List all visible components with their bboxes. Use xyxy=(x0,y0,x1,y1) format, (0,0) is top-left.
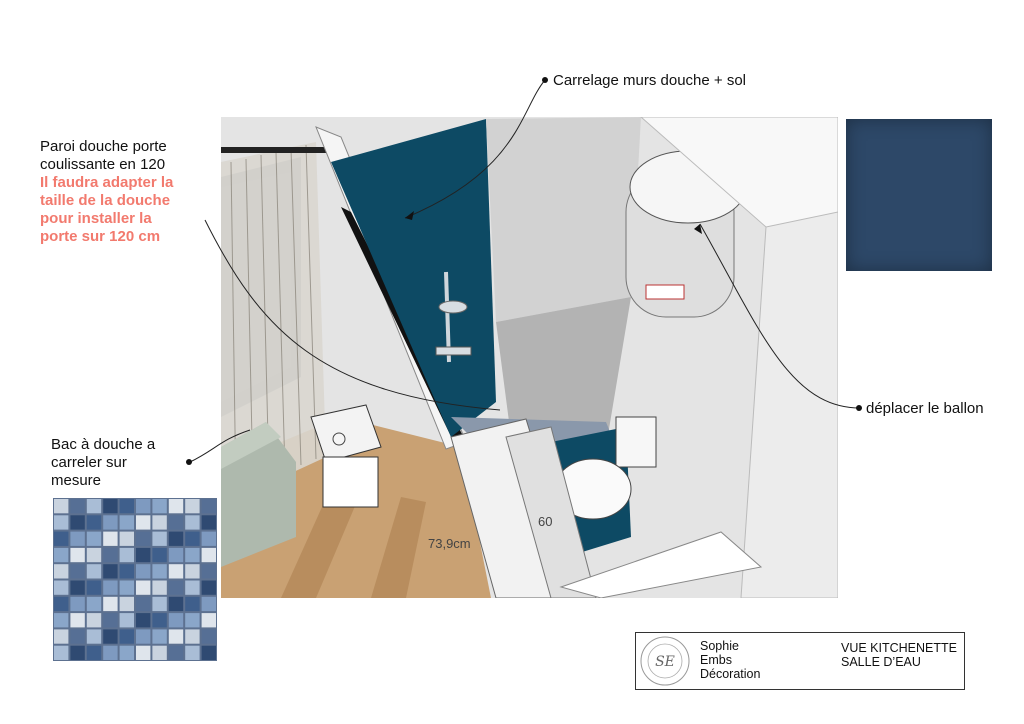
mosaic-cell xyxy=(103,597,117,611)
paroi-line: coulissante en 120 xyxy=(40,156,166,173)
mosaic-cell xyxy=(103,564,117,578)
mosaic-cell xyxy=(202,548,216,562)
mosaic-cell xyxy=(103,646,117,660)
mosaic-cell xyxy=(87,581,101,595)
mosaic-cell xyxy=(70,629,84,643)
mosaic-cell xyxy=(87,532,101,546)
paroi-line: Paroi douche porte xyxy=(40,138,167,155)
view-line: SALLE D’EAU xyxy=(841,655,921,669)
mosaic-cell xyxy=(70,548,84,562)
mosaic-cell xyxy=(87,564,101,578)
room-3d-render xyxy=(221,117,838,598)
mosaic-cell xyxy=(202,515,216,529)
mosaic-cell xyxy=(202,613,216,627)
mosaic-cell xyxy=(136,613,150,627)
paroi-warning-line: Il faudra adapter la xyxy=(40,174,174,191)
annotation-paroi xyxy=(40,138,220,246)
mosaic-cell xyxy=(202,499,216,513)
mosaic-cell xyxy=(54,548,68,562)
mosaic-cell xyxy=(120,548,134,562)
mosaic-cell xyxy=(169,564,183,578)
mosaic-cell xyxy=(202,629,216,643)
mosaic-cell xyxy=(169,499,183,513)
mosaic-cell xyxy=(185,515,199,529)
blue-tile-swatch-icon xyxy=(846,119,992,271)
mosaic-swatch-icon xyxy=(53,498,217,661)
mosaic-cell xyxy=(169,646,183,660)
mosaic-cell xyxy=(120,629,134,643)
designer-line: Embs xyxy=(700,653,732,667)
designer-name xyxy=(700,639,760,681)
mosaic-cell xyxy=(152,532,166,546)
mosaic-cell xyxy=(120,646,134,660)
mosaic-cell xyxy=(185,597,199,611)
dimension-label-1: 73,9cm xyxy=(428,536,471,551)
mosaic-cell xyxy=(169,597,183,611)
annotation-ballon: déplacer le ballon xyxy=(866,400,984,417)
mosaic-cell xyxy=(202,597,216,611)
mosaic-cell xyxy=(70,597,84,611)
mosaic-cell xyxy=(185,629,199,643)
designer-line: Décoration xyxy=(700,667,761,681)
mosaic-cell xyxy=(136,499,150,513)
mosaic-cell xyxy=(103,629,117,643)
mosaic-cell xyxy=(152,548,166,562)
mosaic-cell xyxy=(185,581,199,595)
mosaic-cell xyxy=(120,515,134,529)
mosaic-cell xyxy=(185,646,199,660)
mosaic-cell xyxy=(120,613,134,627)
paroi-warning-line: taille de la douche xyxy=(40,192,171,209)
mosaic-cell xyxy=(70,515,84,529)
dimension-label-2: 60 xyxy=(538,514,553,529)
mosaic-cell xyxy=(87,629,101,643)
mosaic-cell xyxy=(169,629,183,643)
mosaic-cell xyxy=(120,581,134,595)
paroi-warning-line: pour installer la xyxy=(40,210,152,227)
mosaic-cell xyxy=(136,564,150,578)
mosaic-cell xyxy=(54,646,68,660)
bac-line: Bac à douche a xyxy=(51,436,156,453)
mosaic-cell xyxy=(185,499,199,513)
mosaic-cell xyxy=(169,613,183,627)
mosaic-cell xyxy=(70,499,84,513)
mosaic-cell xyxy=(54,581,68,595)
mosaic-cell xyxy=(152,613,166,627)
mosaic-cell xyxy=(54,613,68,627)
mosaic-cell xyxy=(169,515,183,529)
mosaic-cell xyxy=(54,515,68,529)
mosaic-cell xyxy=(185,532,199,546)
mosaic-cell xyxy=(152,499,166,513)
mosaic-cell xyxy=(120,532,134,546)
annotation-bac xyxy=(51,436,191,490)
mosaic-cell xyxy=(136,515,150,529)
mosaic-cell xyxy=(202,581,216,595)
mosaic-cell xyxy=(54,597,68,611)
mosaic-cell xyxy=(136,532,150,546)
mosaic-cell xyxy=(152,646,166,660)
mosaic-cell xyxy=(103,581,117,595)
mosaic-cell xyxy=(120,597,134,611)
mosaic-cell xyxy=(103,532,117,546)
mosaic-cell xyxy=(185,613,199,627)
mosaic-cell xyxy=(54,532,68,546)
logo-seal-icon xyxy=(639,635,691,687)
mosaic-cell xyxy=(185,548,199,562)
title-block xyxy=(635,632,965,690)
mosaic-cell xyxy=(54,564,68,578)
mosaic-cell xyxy=(152,515,166,529)
mosaic-cell xyxy=(152,629,166,643)
mosaic-cell xyxy=(54,629,68,643)
mosaic-cell xyxy=(136,581,150,595)
mosaic-cell xyxy=(136,629,150,643)
bac-line: carreler sur xyxy=(51,454,127,471)
mosaic-cell xyxy=(136,548,150,562)
mosaic-cell xyxy=(185,564,199,578)
mosaic-cell xyxy=(87,499,101,513)
mosaic-cell xyxy=(103,499,117,513)
mosaic-cell xyxy=(152,597,166,611)
mosaic-cell xyxy=(202,646,216,660)
designer-line: Sophie xyxy=(700,639,739,653)
mosaic-cell xyxy=(70,532,84,546)
mosaic-cell xyxy=(87,515,101,529)
mosaic-cell xyxy=(152,564,166,578)
mosaic-cell xyxy=(103,613,117,627)
view-title xyxy=(841,641,957,669)
mosaic-cell xyxy=(70,646,84,660)
mosaic-cell xyxy=(136,646,150,660)
mosaic-cell xyxy=(54,499,68,513)
mosaic-cell xyxy=(103,548,117,562)
mosaic-cell xyxy=(87,597,101,611)
mosaic-cell xyxy=(87,646,101,660)
view-line: VUE KITCHENETTE xyxy=(841,641,957,655)
mosaic-cell xyxy=(103,515,117,529)
mosaic-cell xyxy=(120,499,134,513)
mosaic-cell xyxy=(152,581,166,595)
paroi-warning-line: porte sur 120 cm xyxy=(40,228,161,245)
mosaic-cell xyxy=(169,581,183,595)
annotation-carrelage: Carrelage murs douche + sol xyxy=(553,72,747,89)
mosaic-cell xyxy=(70,613,84,627)
mosaic-cell xyxy=(202,564,216,578)
bac-line: mesure xyxy=(51,472,102,489)
mosaic-cell xyxy=(169,548,183,562)
mosaic-cell xyxy=(70,564,84,578)
mosaic-cell xyxy=(87,548,101,562)
mosaic-cell xyxy=(120,564,134,578)
mosaic-cell xyxy=(136,597,150,611)
logo-initials: SE xyxy=(655,654,675,670)
mosaic-cell xyxy=(169,532,183,546)
mosaic-cell xyxy=(70,581,84,595)
mosaic-cell xyxy=(87,613,101,627)
mosaic-cell xyxy=(202,532,216,546)
